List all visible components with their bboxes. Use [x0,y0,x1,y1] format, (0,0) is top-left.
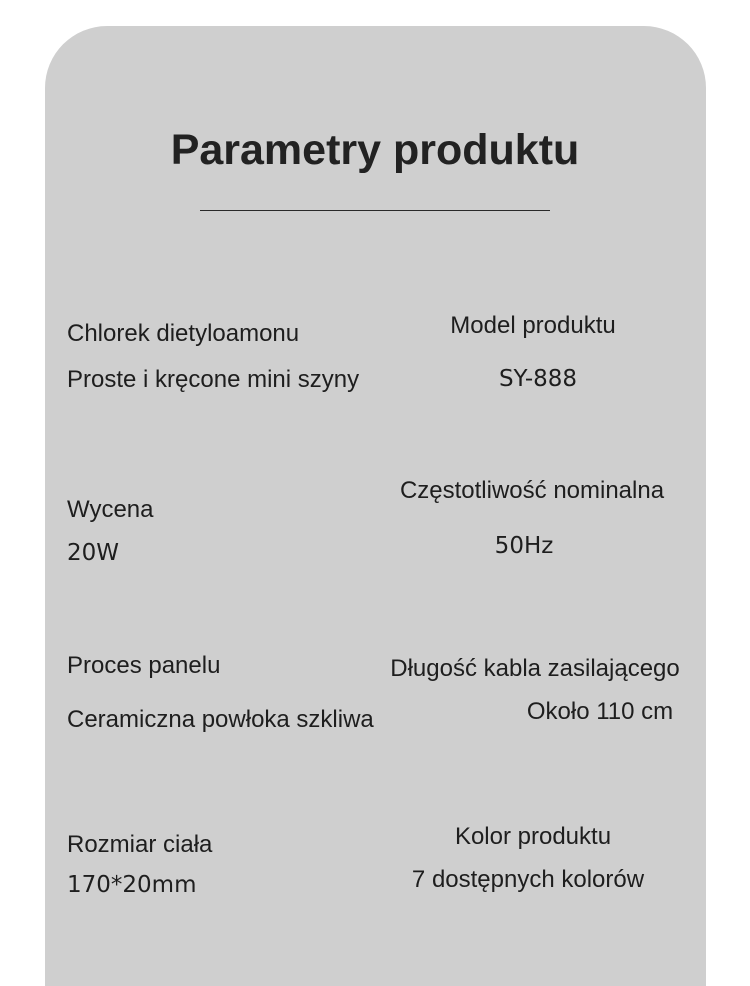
param-value-cable-length: Około 110 cm [526,698,674,725]
param-value-material: Proste i kręcone mini szyny [67,366,360,393]
param-value-model: SY-888 [498,366,578,392]
param-value-frequency: 50Hz [494,533,554,559]
param-label-material: Chlorek dietyloamonu [67,320,300,347]
param-label-cable-length: Długość kabla zasilającego [390,655,680,682]
page-title: Parametry produktu [170,126,580,174]
param-value-panel-process: Ceramiczna powłoka szkliwa [67,706,374,733]
param-label-frequency: Częstotliwość nominalna [399,477,665,504]
param-label-power: Wycena [67,496,154,523]
param-label-body-size: Rozmiar ciała [67,831,213,858]
param-label-panel-process: Proces panelu [67,652,221,679]
param-value-power: 20W [67,540,120,566]
param-value-color: 7 dostępnych kolorów [411,866,645,893]
param-label-color: Kolor produktu [454,823,612,850]
param-label-model: Model produktu [450,312,616,339]
param-value-body-size: 170*20mm [67,872,197,898]
title-divider [200,210,550,211]
